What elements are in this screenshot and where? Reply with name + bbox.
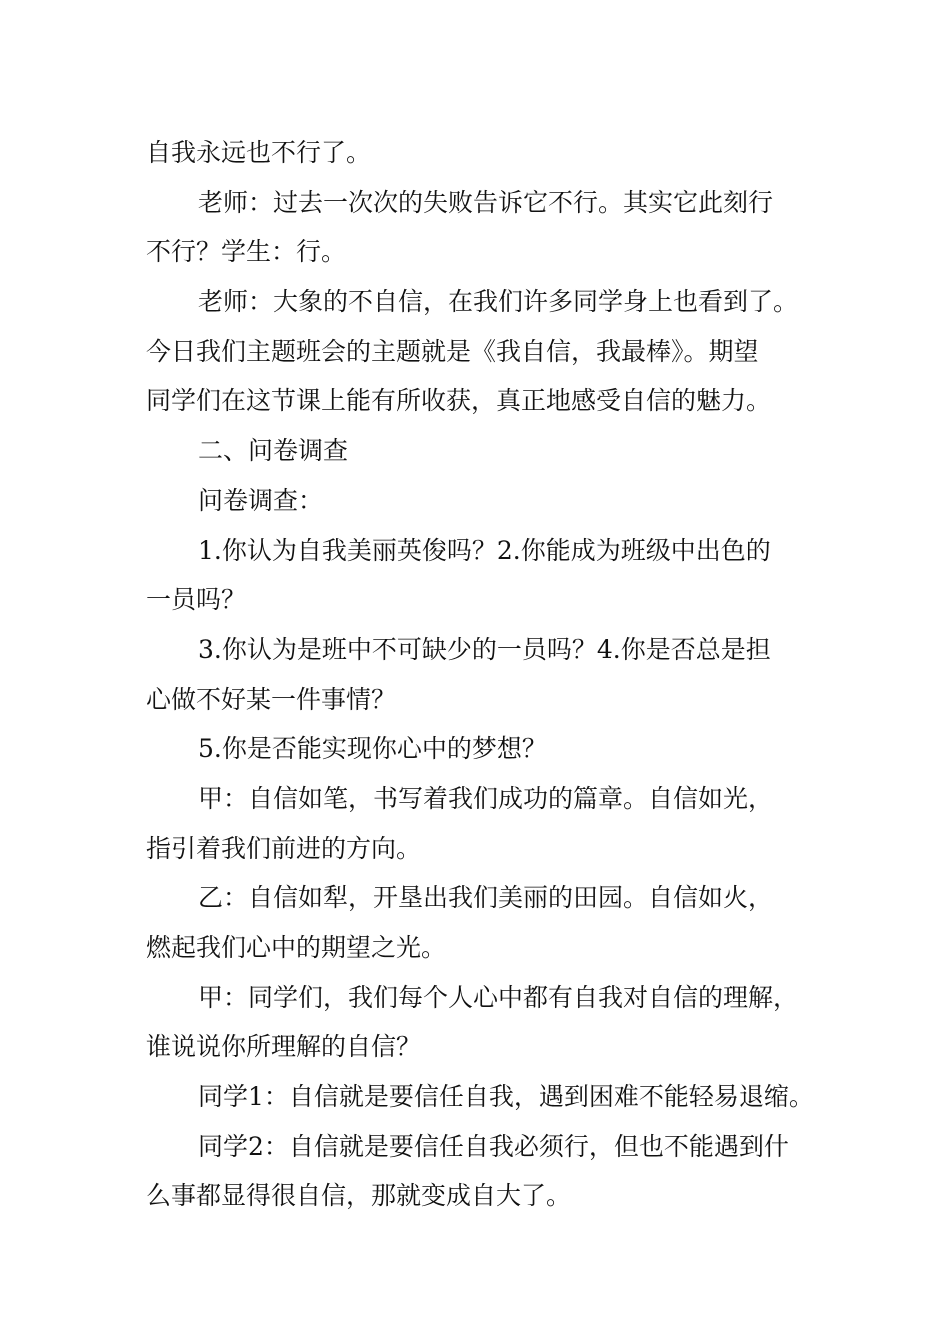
text-line: 老师：过去一次次的失败告诉它不行。其实它此刻行 (198, 187, 774, 217)
text-line: 不行？学生：行。 (146, 237, 347, 267)
text-line: 甲：自信如笔，书写着我们成功的篇章。自信如光， (198, 783, 774, 813)
text-line: 谁说说你所理解的自信？ (146, 1032, 422, 1062)
text-line: 指引着我们前进的方向。 (146, 833, 422, 863)
text-line: 今日我们主题班会的主题就是《我自信，我最棒》。期望 (146, 336, 759, 366)
text-line: 燃起我们心中的期望之光。 (146, 933, 447, 962)
text-line: 问卷调查： (198, 485, 324, 515)
text-line: 老师：大象的不自信，在我们许多同学身上也看到了。 (198, 287, 799, 317)
text-line: 么事都显得很自信，那就变成自大了。 (146, 1181, 572, 1211)
text-line: 乙：自信如犁，开垦出我们美丽的田园。自信如火， (198, 883, 774, 913)
text-line: 自我永远也不行了。 (146, 138, 372, 167)
text-line: 3.你认为是班中不可缺少的一员吗？4.你是否总是担 (198, 634, 771, 664)
text-line: 同学1：自信就是要信任自我，遇到困难不能轻易退缩。 (198, 1082, 814, 1112)
document-body (146, 128, 836, 1221)
text-line: 同学们在这节课上能有所收获，真正地感受自信的魅力。 (146, 386, 772, 416)
text-line: 5.你是否能实现你心中的梦想？ (198, 734, 547, 764)
text-line: 心做不好某一件事情？ (146, 684, 397, 714)
text-line: 甲：同学们，我们每个人心中都有自我对自信的理解， (198, 982, 799, 1012)
text-line: 1.你认为自我美丽英俊吗？2.你能成为班级中出色的 (198, 535, 771, 565)
text-line: 二、问卷调查 (198, 436, 349, 466)
text-line: 一员吗？ (146, 585, 247, 615)
text-line: 同学2：自信就是要信任自我必须行，但也不能遇到什 (198, 1131, 789, 1161)
